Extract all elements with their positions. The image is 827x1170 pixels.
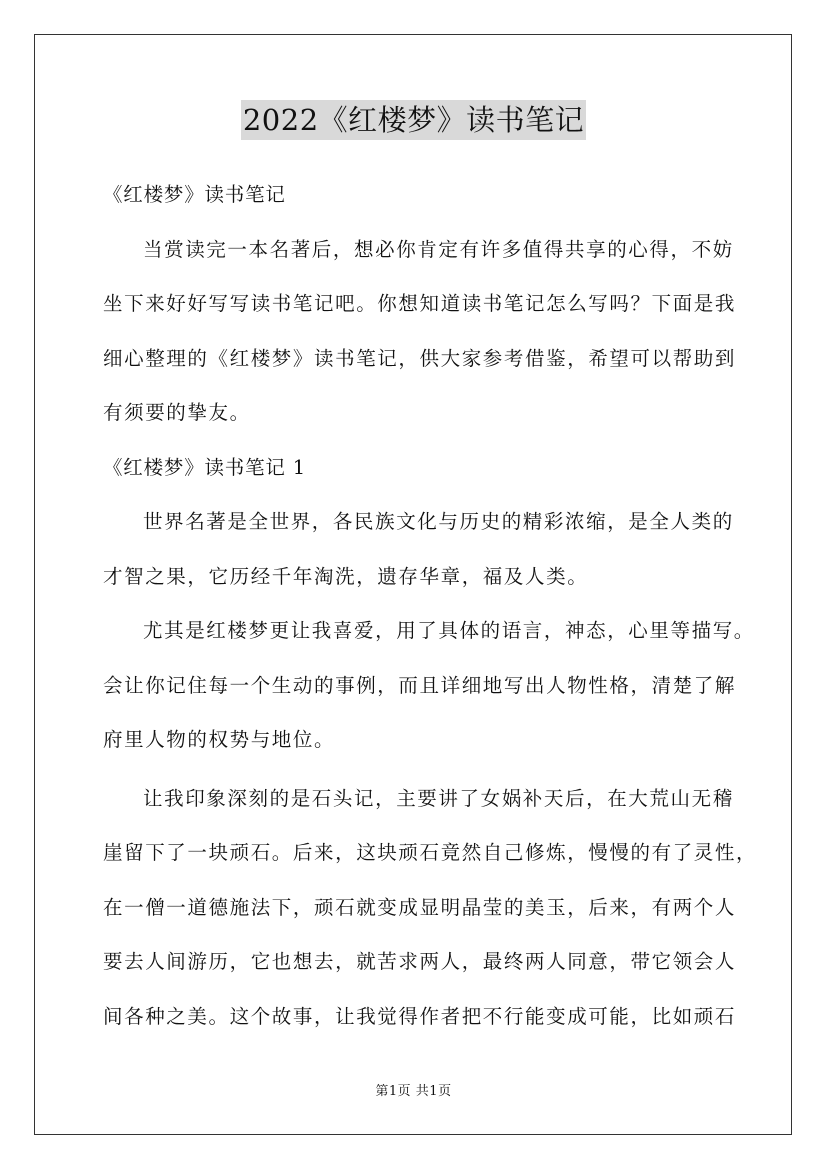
section-heading: 《红楼梦》读书笔记 1 <box>103 455 306 479</box>
paragraph-line: 间各种之美。这个故事，让我觉得作者把不行能变成可能，比如顽石 <box>103 1004 737 1028</box>
document-body <box>103 168 758 1044</box>
title-wrapper <box>0 100 827 140</box>
paragraph-line: 世界名著是全世界，各民族文化与历史的精彩浓缩，是全人类的 <box>143 510 734 533</box>
paragraph-line: 会让你记住每一个生动的事例，而且详细地写出人物性格，清楚了解 <box>103 673 737 697</box>
section-heading: 《红楼梦》读书笔记 <box>103 183 286 206</box>
paragraph-line: 坐下来好好写写读书笔记吧。你想知道读书笔记怎么写吗？下面是我 <box>103 292 737 315</box>
paragraph-line: 要去人间游历，它也想去，就苦求两人，最终两人同意，带它领会人 <box>103 950 737 973</box>
paragraph-line: 有须要的挚友。 <box>103 401 251 424</box>
document-title: 2022《红楼梦》读书笔记 <box>241 100 586 140</box>
paragraph-line: 府里人物的权势与地位。 <box>103 728 336 751</box>
paragraph-line: 尤其是红楼梦更让我喜爱，用了具体的语言，神态，心里等描写。 <box>143 619 755 642</box>
paragraph-line: 当赏读完一本名著后，想必你肯定有许多值得共享的心得，不妨 <box>143 237 734 261</box>
paragraph-line: 崖留下了一块顽石。后来，这块顽石竟然自己修炼，慢慢的有了灵性， <box>103 841 758 864</box>
page-number-footer: 第1页 共1页 <box>375 1084 452 1099</box>
paragraph-line: 细心整理的《红楼梦》读书笔记，供大家参考借鉴，希望可以帮助到 <box>103 346 737 370</box>
paragraph-line: 让我印象深刻的是石头记，主要讲了女娲补天后，在大荒山无稽 <box>143 786 734 810</box>
paragraph-line: 才智之果，它历经千年淘洗，遗存华章，福及人类。 <box>103 564 589 588</box>
paragraph-line: 在一僧一道德施法下，顽石就变成显明晶莹的美玉，后来，有两个人 <box>103 895 737 919</box>
